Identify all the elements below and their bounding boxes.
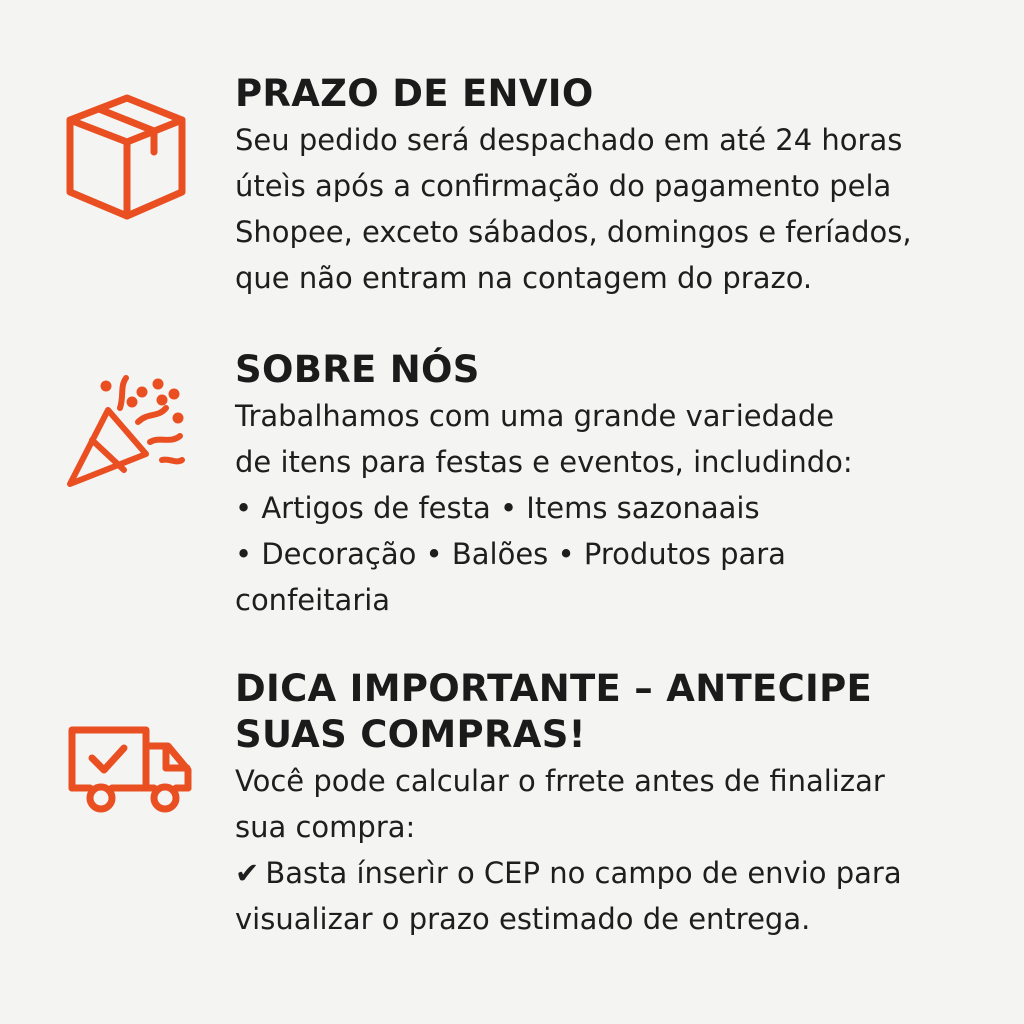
box-icon bbox=[62, 92, 190, 222]
shipping-time-description bbox=[235, 117, 1005, 301]
about-us-line: • Artigos de festa • Items sazonaais bbox=[235, 491, 760, 525]
important-tip-check-text: Basta ínserìr o CEP no campo de envio para bbox=[265, 856, 902, 890]
about-us-section bbox=[0, 330, 1024, 640]
shipping-time-line: Shopee, exceto sábados, domingos e feríados, bbox=[235, 215, 912, 249]
important-tip-check-line bbox=[235, 850, 1005, 896]
delivery-truck-icon bbox=[66, 722, 196, 818]
shipping-time-title: PRAZO DE ENVIO bbox=[235, 72, 594, 115]
check-mark-icon: ✔ bbox=[235, 856, 260, 890]
about-us-line: de itens para festas e eventos, includindo: bbox=[235, 445, 853, 479]
about-us-line: • Decoração • Balões • Produtos para bbox=[235, 537, 786, 571]
important-tip-title-line: DICA IMPORTANTE – ANTECIPE bbox=[235, 667, 873, 710]
important-tip-description bbox=[235, 758, 1005, 942]
shipping-time-line: que não entram na contagem do prazo. bbox=[235, 261, 813, 295]
important-tip-line: sua compra: bbox=[235, 810, 416, 844]
shipping-time-line: útеìs após a confirmação do pagamento pela bbox=[235, 169, 892, 203]
party-popper-icon bbox=[62, 372, 192, 492]
about-us-line: Trabalhamos com uma grande vaгiedade bbox=[235, 399, 835, 433]
important-tip-title-line: SUAS COMPRAS! bbox=[235, 713, 586, 756]
important-tip-title bbox=[235, 666, 1005, 758]
important-tip-section bbox=[0, 640, 1024, 1024]
about-us-description bbox=[235, 393, 1005, 623]
shipping-time-line: Seu pedido será despachado em até 24 horas bbox=[235, 123, 903, 157]
shipping-time-section bbox=[0, 0, 1024, 330]
about-us-title: SOBRE NÓS bbox=[235, 348, 480, 391]
important-tip-line: Você pode calcular o frrete antes de finalizar bbox=[235, 764, 885, 798]
about-us-line: confeitaria bbox=[235, 583, 391, 617]
important-tip-line: visualizar o prazo estimado de entrega. bbox=[235, 902, 811, 936]
